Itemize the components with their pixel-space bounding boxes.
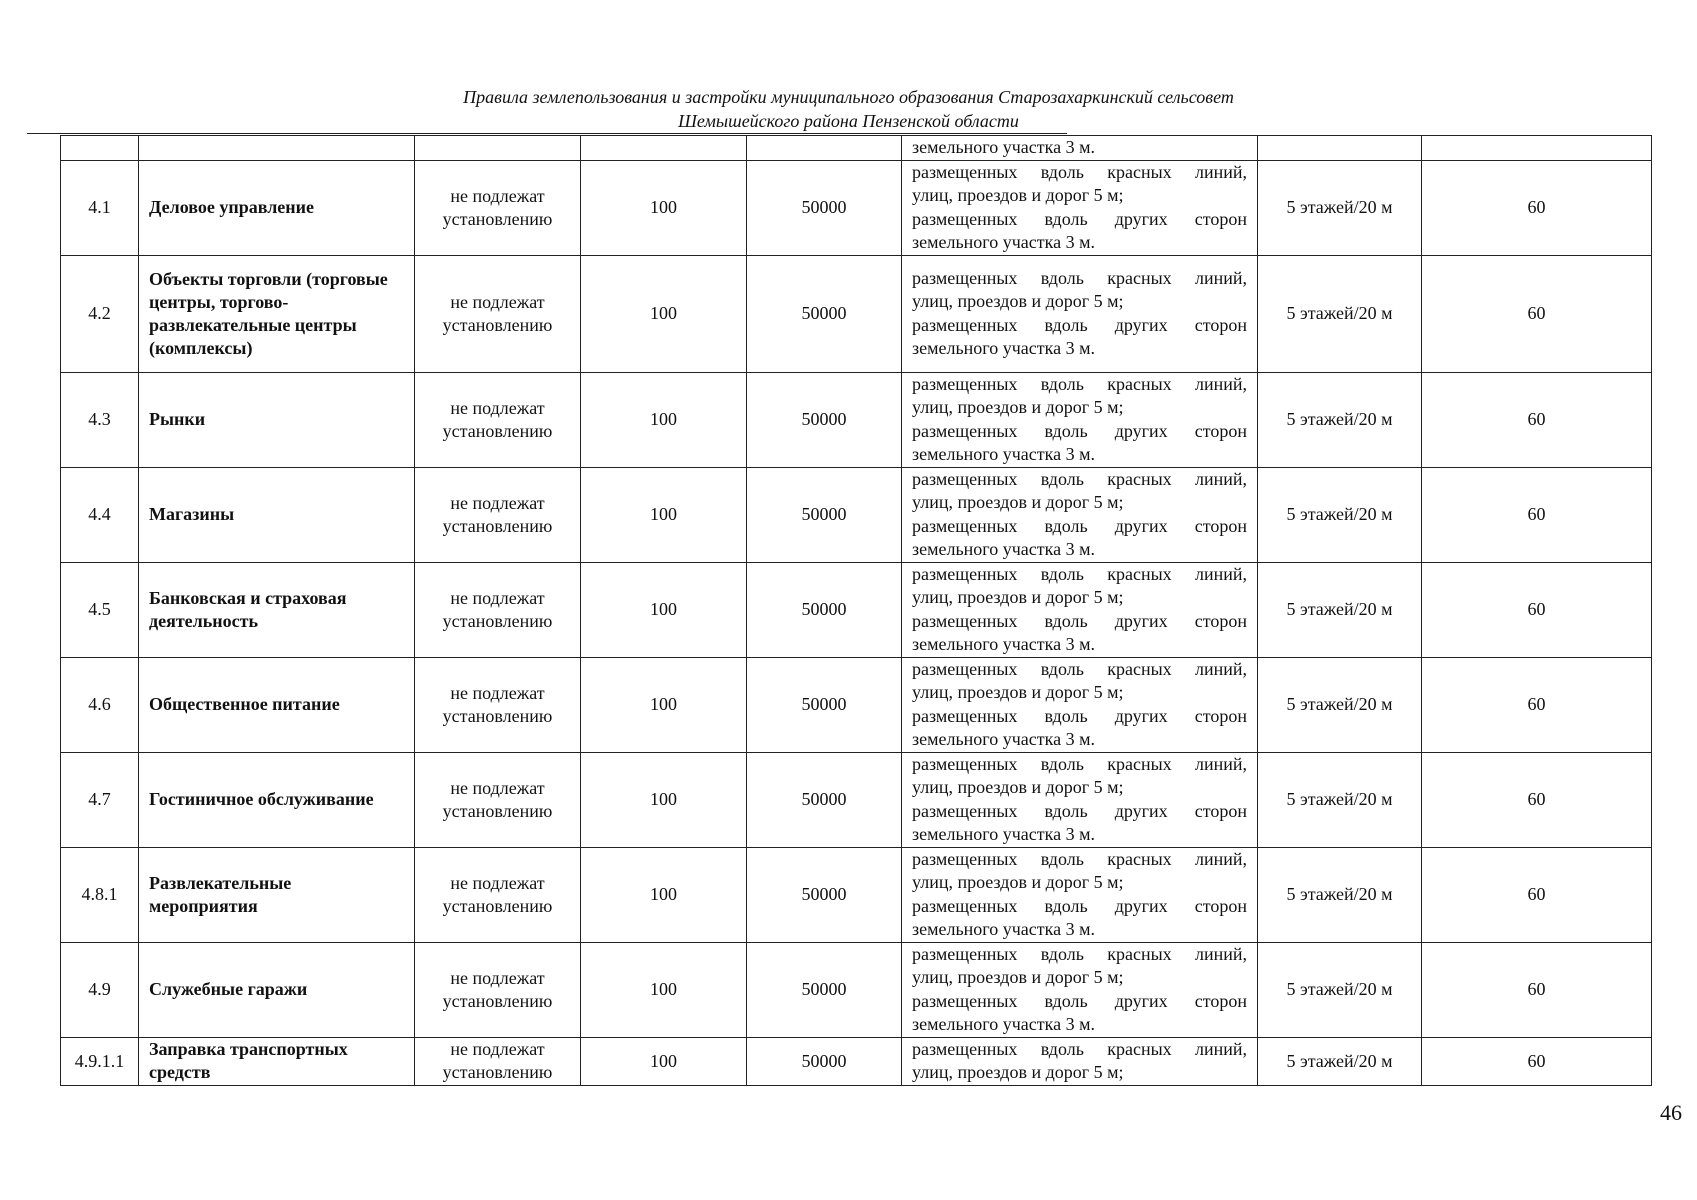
cell-min-size: не подлежат установлению xyxy=(415,562,581,657)
setback-line: размещенных вдоль красных линий, xyxy=(912,753,1247,774)
cell-min-area: 100 xyxy=(581,562,747,657)
cell-name: Рынки xyxy=(139,372,415,467)
cell-max-height: 5 этажей/20 м xyxy=(1258,1037,1422,1085)
cell-min-size: не подлежат установлению xyxy=(415,467,581,562)
cell-max-area: 50000 xyxy=(747,562,902,657)
cell-code xyxy=(61,136,139,161)
setback-line: размещенных вдоль других сторон xyxy=(912,314,1247,335)
cell-coverage: 60 xyxy=(1422,847,1652,942)
cell-max-area: 50000 xyxy=(747,657,902,752)
cell-min-area: 100 xyxy=(581,160,747,255)
cell-setbacks xyxy=(902,657,1258,752)
setback-line: земельного участка 3 м. xyxy=(912,824,1095,844)
cell-name: Заправка транспортных средств xyxy=(139,1037,415,1085)
cell-max-area: 50000 xyxy=(747,752,902,847)
setback-line: земельного участка 3 м. xyxy=(912,729,1095,749)
cell-code: 4.7 xyxy=(61,752,139,847)
setback-line: земельного участка 3 м. xyxy=(912,232,1095,252)
cell-max-height: 5 этажей/20 м xyxy=(1258,562,1422,657)
land-use-table xyxy=(60,135,1652,1086)
cell-coverage: 60 xyxy=(1422,942,1652,1037)
setback-line: размещенных вдоль красных линий, xyxy=(912,267,1247,288)
cell-max-height: 5 этажей/20 м xyxy=(1258,847,1422,942)
setback-line: улиц, проездов и дорог 5 м; xyxy=(912,872,1124,892)
cell-code: 4.2 xyxy=(61,255,139,372)
setback-line: размещенных вдоль других сторон xyxy=(912,515,1247,536)
setback-line: размещенных вдоль других сторон xyxy=(912,800,1247,821)
cell-min-area: 100 xyxy=(581,467,747,562)
table-row xyxy=(61,467,1652,562)
setback-line: улиц, проездов и дорог 5 м; xyxy=(912,777,1124,797)
cell-min-size: не подлежат установлению xyxy=(415,942,581,1037)
setback-line: размещенных вдоль других сторон xyxy=(912,610,1247,631)
cell-min-area: 100 xyxy=(581,752,747,847)
cell-coverage: 60 xyxy=(1422,372,1652,467)
setback-line: размещенных вдоль красных линий, xyxy=(912,658,1247,679)
cell-name: Развлекательные мероприятия xyxy=(139,847,415,942)
table-row xyxy=(61,752,1652,847)
cell-max-area xyxy=(747,136,902,161)
setback-line: улиц, проездов и дорог 5 м; xyxy=(912,397,1124,417)
setback-line: размещенных вдоль других сторон xyxy=(912,208,1247,229)
cell-setbacks xyxy=(902,255,1258,372)
cell-coverage: 60 xyxy=(1422,255,1652,372)
table-row xyxy=(61,562,1652,657)
page-number: 46 xyxy=(1660,1100,1682,1125)
cell-name: Служебные гаражи xyxy=(139,942,415,1037)
cell-max-area: 50000 xyxy=(747,847,902,942)
setback-line: земельного участка 3 м. xyxy=(912,634,1095,654)
running-header-line2: Шемышейского района Пензенской области xyxy=(678,111,1019,131)
setback-line: размещенных вдоль других сторон xyxy=(912,420,1247,441)
cell-code: 4.8.1 xyxy=(61,847,139,942)
cell-setbacks xyxy=(902,752,1258,847)
cell-code: 4.4 xyxy=(61,467,139,562)
setback-line: улиц, проездов и дорог 5 м; xyxy=(912,185,1124,205)
setback-line: размещенных вдоль красных линий, xyxy=(912,563,1247,584)
cell-min-size: не подлежат установлению xyxy=(415,847,581,942)
setback-line: размещенных вдоль красных линий, xyxy=(912,848,1247,869)
cell-setbacks xyxy=(902,562,1258,657)
cell-coverage: 60 xyxy=(1422,467,1652,562)
cell-min-area: 100 xyxy=(581,942,747,1037)
cell-setbacks xyxy=(902,467,1258,562)
table-row xyxy=(61,657,1652,752)
table-row xyxy=(61,255,1652,372)
setback-line: размещенных вдоль других сторон xyxy=(912,895,1247,916)
table-row-last xyxy=(61,1037,1652,1085)
setback-line: земельного участка 3 м. xyxy=(912,539,1095,559)
setback-line: размещенных вдоль красных линий, xyxy=(912,161,1247,182)
setback-line: размещенных вдоль других сторон xyxy=(912,990,1247,1011)
cell-name: Общественное питание xyxy=(139,657,415,752)
setback-line: размещенных вдоль красных линий, xyxy=(912,943,1247,964)
cell-min-size xyxy=(415,136,581,161)
cell-max-area: 50000 xyxy=(747,1037,902,1085)
table-row xyxy=(61,942,1652,1037)
cell-min-size: не подлежат установлению xyxy=(415,372,581,467)
cell-code: 4.5 xyxy=(61,562,139,657)
cell-max-area: 50000 xyxy=(747,255,902,372)
cell-name: Банковская и страховая деятельность xyxy=(139,562,415,657)
cell-min-size: не подлежат установлению xyxy=(415,1037,581,1085)
cell-setbacks xyxy=(902,372,1258,467)
setback-line: улиц, проездов и дорог 5 м; xyxy=(912,492,1124,512)
setback-line: размещенных вдоль красных линий, xyxy=(912,468,1247,489)
cell-setbacks xyxy=(902,160,1258,255)
setback-line: улиц, проездов и дорог 5 м; xyxy=(912,967,1124,987)
setback-line: земельного участка 3 м. xyxy=(912,919,1095,939)
cell-coverage xyxy=(1422,136,1652,161)
cell-coverage: 60 xyxy=(1422,160,1652,255)
setback-line: улиц, проездов и дорог 5 м; xyxy=(912,291,1124,311)
cell-min-size: не подлежат установлению xyxy=(415,752,581,847)
cell-max-area: 50000 xyxy=(747,467,902,562)
cell-code: 4.9 xyxy=(61,942,139,1037)
setback-line: размещенных вдоль других сторон xyxy=(912,705,1247,726)
cell-max-height: 5 этажей/20 м xyxy=(1258,255,1422,372)
cell-min-area xyxy=(581,136,747,161)
cell-name: Гостиничное обслуживание xyxy=(139,752,415,847)
cell-min-area: 100 xyxy=(581,847,747,942)
cell-max-area: 50000 xyxy=(747,942,902,1037)
setback-line: земельного участка 3 м. xyxy=(912,444,1095,464)
setback-line: улиц, проездов и дорог 5 м; xyxy=(912,682,1124,702)
cell-code: 4.6 xyxy=(61,657,139,752)
setback-line: размещенных вдоль красных линий, xyxy=(912,1038,1247,1059)
cell-max-height: 5 этажей/20 м xyxy=(1258,942,1422,1037)
running-header-line1: Правила землепользования и застройки муниципального образования Старозахаркинский сельсовет xyxy=(463,87,1234,107)
cell-min-size: не подлежат установлению xyxy=(415,160,581,255)
cell-setbacks xyxy=(902,847,1258,942)
cell-max-height: 5 этажей/20 м xyxy=(1258,372,1422,467)
setback-line: улиц, проездов и дорог 5 м; xyxy=(912,587,1124,607)
cell-max-height: 5 этажей/20 м xyxy=(1258,160,1422,255)
cell-coverage: 60 xyxy=(1422,657,1652,752)
cell-min-area: 100 xyxy=(581,657,747,752)
cell-min-area: 100 xyxy=(581,1037,747,1085)
cell-code: 4.1 xyxy=(61,160,139,255)
table-row xyxy=(61,847,1652,942)
cell-coverage: 60 xyxy=(1422,562,1652,657)
header-rule xyxy=(27,133,1067,134)
cell-max-area: 50000 xyxy=(747,372,902,467)
cell-coverage: 60 xyxy=(1422,1037,1652,1085)
cell-max-height: 5 этажей/20 м xyxy=(1258,467,1422,562)
setback-line: земельного участка 3 м. xyxy=(912,338,1095,358)
table-row xyxy=(61,372,1652,467)
cell-coverage: 60 xyxy=(1422,752,1652,847)
cell-name xyxy=(139,136,415,161)
cell-max-height xyxy=(1258,136,1422,161)
cell-name: Объекты торговли (торговые центры, торгово-развлекательные центры (комплексы) xyxy=(139,255,415,372)
cell-max-area: 50000 xyxy=(747,160,902,255)
cell-min-area: 100 xyxy=(581,372,747,467)
cell-setbacks xyxy=(902,942,1258,1037)
cell-min-area: 100 xyxy=(581,255,747,372)
setback-line: размещенных вдоль красных линий, xyxy=(912,373,1247,394)
cell-max-height: 5 этажей/20 м xyxy=(1258,657,1422,752)
cell-min-size: не подлежат установлению xyxy=(415,255,581,372)
cell-min-size: не подлежат установлению xyxy=(415,657,581,752)
cell-code: 4.3 xyxy=(61,372,139,467)
cell-setbacks xyxy=(902,1037,1258,1085)
continuation-row xyxy=(61,136,1652,161)
setback-line: земельного участка 3 м. xyxy=(912,1014,1095,1034)
cell-max-height: 5 этажей/20 м xyxy=(1258,752,1422,847)
setback-line: улиц, проездов и дорог 5 м; xyxy=(912,1062,1124,1082)
cell-name: Деловое управление xyxy=(139,160,415,255)
cell-code: 4.9.1.1 xyxy=(61,1037,139,1085)
cell-setbacks: земельного участка 3 м. xyxy=(902,136,1258,161)
table-row xyxy=(61,160,1652,255)
cell-name: Магазины xyxy=(139,467,415,562)
